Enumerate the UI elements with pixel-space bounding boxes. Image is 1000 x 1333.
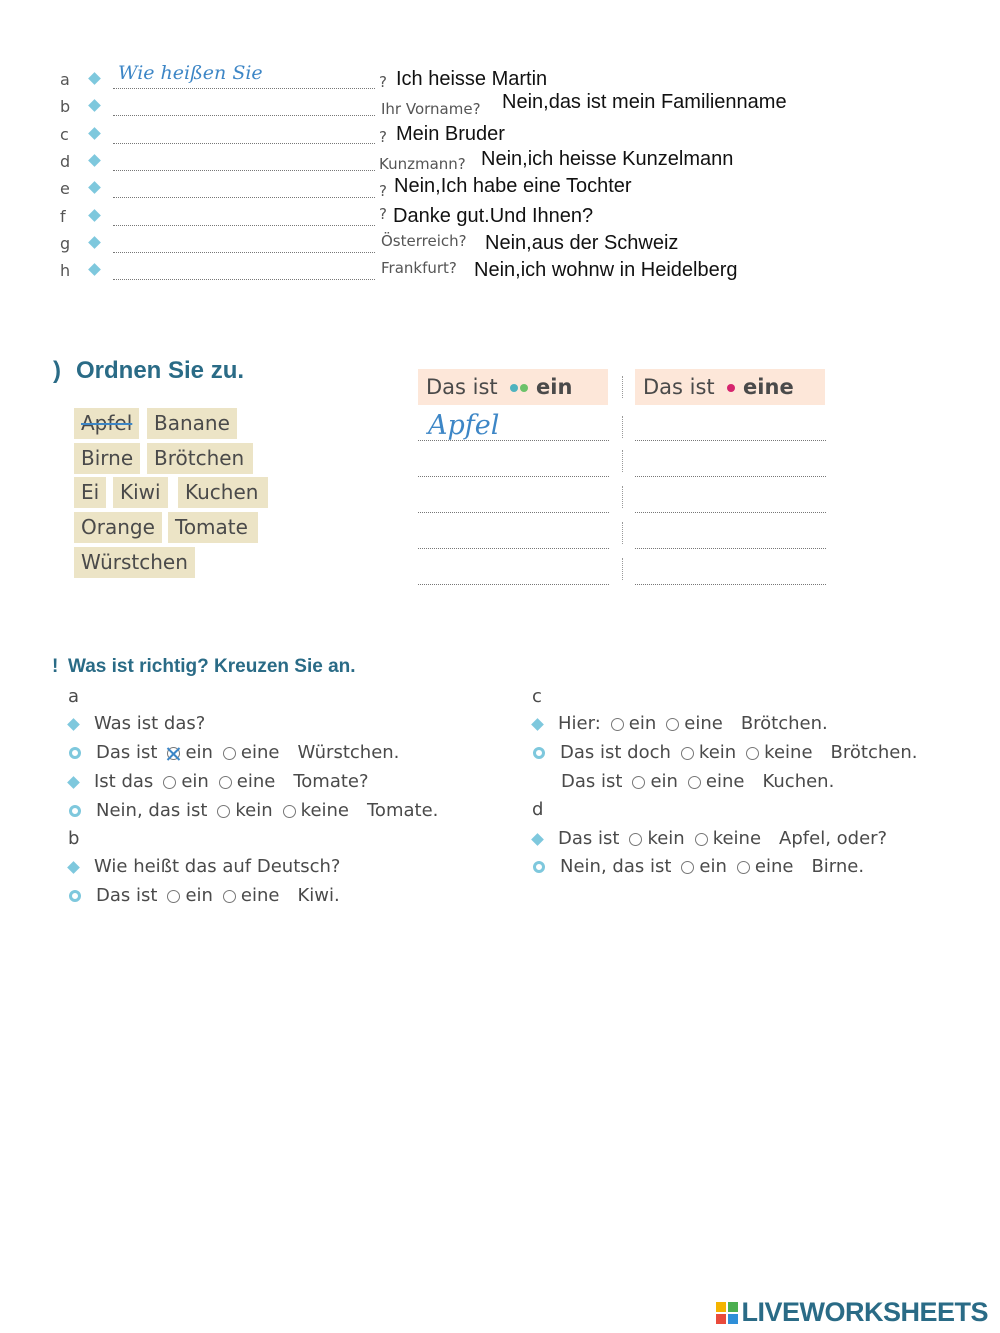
diamond-bullet-icon xyxy=(88,209,101,222)
column-separator xyxy=(622,522,623,544)
question-suffix: ? xyxy=(379,73,387,91)
option-label: kein xyxy=(647,828,685,849)
pink-dot-icon xyxy=(727,384,735,392)
answer-input-line[interactable] xyxy=(113,252,375,253)
teal-dot-icon xyxy=(510,384,518,392)
radio-kein[interactable] xyxy=(629,833,642,846)
word-tile-wuerstchen[interactable]: Würstchen xyxy=(74,547,195,578)
question-row-e xyxy=(60,177,960,204)
radio-kein[interactable] xyxy=(681,747,694,760)
ein-answer-line-3[interactable] xyxy=(418,512,609,513)
radio-eine[interactable] xyxy=(223,747,236,760)
word-tile-tomate[interactable]: Tomate xyxy=(168,512,258,543)
typed-answer: Nein,das ist mein Familienname xyxy=(502,91,787,113)
circle-bullet-icon xyxy=(69,805,81,817)
typed-answer: Nein,Ich habe eine Tochter xyxy=(394,175,632,197)
line-text: Ist das xyxy=(94,771,154,792)
line-text: Das ist xyxy=(96,885,158,906)
line-text: Was ist das? xyxy=(94,713,206,734)
handwritten-answer: Wie heißen Sie xyxy=(118,62,263,84)
option-label: eine xyxy=(705,771,745,792)
ein-answer-line-4[interactable] xyxy=(418,548,609,549)
question-row-d xyxy=(60,150,960,177)
header-article: eine xyxy=(743,375,794,399)
word-tile-kuchen[interactable]: Kuchen xyxy=(178,477,268,508)
answer-input-line[interactable] xyxy=(113,143,375,144)
diamond-bullet-icon xyxy=(67,718,80,731)
question-suffix: Österreich? xyxy=(381,232,467,250)
word-tile-kiwi[interactable]: Kiwi xyxy=(113,477,168,508)
question-row-f xyxy=(60,205,960,232)
noun-text: Würstchen. xyxy=(297,742,400,763)
radio-ein[interactable] xyxy=(611,718,624,731)
typed-answer: Nein,ich wohnw in Heidelberg xyxy=(474,259,738,281)
answer-input-line[interactable] xyxy=(113,115,375,116)
line-text: Nein, das ist xyxy=(560,856,672,877)
eine-answer-line-5[interactable] xyxy=(635,584,826,585)
question-suffix: Kunzmann? xyxy=(379,155,466,173)
radio-ein[interactable] xyxy=(167,890,180,903)
circle-bullet-icon xyxy=(533,861,545,873)
radio-ein[interactable] xyxy=(163,776,176,789)
radio-keine[interactable] xyxy=(283,805,296,818)
line-a4 xyxy=(69,799,438,823)
sub-label-b: b xyxy=(68,828,80,849)
question-row-b xyxy=(60,91,960,122)
line-c1 xyxy=(533,712,828,736)
line-text: Das ist xyxy=(558,828,620,849)
question-row-h xyxy=(60,259,960,286)
exercise-number: ) xyxy=(53,357,61,384)
radio-ein[interactable] xyxy=(632,776,645,789)
typed-answer: Nein,aus der Schweiz xyxy=(485,232,679,254)
diamond-bullet-icon xyxy=(88,181,101,194)
line-text: Wie heißt das auf Deutsch? xyxy=(94,856,341,877)
column-separator xyxy=(622,416,623,438)
radio-kein[interactable] xyxy=(217,805,230,818)
noun-text: Apfel, oder? xyxy=(779,828,888,849)
column-separator xyxy=(622,558,623,580)
option-label: eine xyxy=(240,742,280,763)
option-label: ein xyxy=(628,713,657,734)
word-tile-banane[interactable]: Banane xyxy=(147,408,237,439)
row-letter: f xyxy=(60,207,66,226)
diamond-bullet-icon xyxy=(531,718,544,731)
green-dot-icon xyxy=(520,384,528,392)
line-a2 xyxy=(69,741,399,765)
line-b1 xyxy=(69,855,341,879)
option-label: ein xyxy=(650,771,678,792)
liveworksheets-logo-icon xyxy=(716,1302,738,1324)
sub-label-c: c xyxy=(532,686,542,707)
liveworksheets-logo[interactable] xyxy=(716,1297,988,1327)
ein-answer-line-1[interactable] xyxy=(418,440,609,441)
radio-eine[interactable] xyxy=(223,890,236,903)
ein-answer-line-2[interactable] xyxy=(418,476,609,477)
exercise-title: Ordnen Sie zu. xyxy=(76,357,245,384)
line-c2 xyxy=(533,741,917,765)
line-c3 xyxy=(533,770,834,794)
row-letter: d xyxy=(60,152,71,171)
radio-ein-checked[interactable] xyxy=(167,747,180,760)
line-text: Das ist doch xyxy=(560,742,671,763)
question-suffix: ? xyxy=(379,182,387,200)
option-label: keine xyxy=(300,800,349,821)
line-a3 xyxy=(69,770,369,794)
circle-bullet-icon xyxy=(69,747,81,759)
column-header-ein xyxy=(418,369,608,405)
eine-answer-line-1[interactable] xyxy=(635,440,826,441)
option-label: ein xyxy=(181,771,209,792)
eine-answer-line-3[interactable] xyxy=(635,512,826,513)
line-d2 xyxy=(533,855,864,879)
noun-text: Brötchen. xyxy=(740,713,828,734)
answer-input-line[interactable] xyxy=(113,225,375,226)
sub-label-d: d xyxy=(532,799,544,820)
header-prefix: Das ist xyxy=(426,375,498,399)
question-suffix: Frankfurt? xyxy=(381,259,457,277)
diamond-bullet-icon xyxy=(88,263,101,276)
question-suffix: Ihr Vorname? xyxy=(381,100,481,118)
diamond-bullet-icon xyxy=(531,833,544,846)
ein-answer-line-5[interactable] xyxy=(418,584,609,585)
noun-text: Birne. xyxy=(811,856,865,877)
line-text: Nein, das ist xyxy=(96,800,208,821)
radio-eine[interactable] xyxy=(219,776,232,789)
diamond-bullet-icon xyxy=(88,99,101,112)
line-b2 xyxy=(69,884,340,908)
question-row-g xyxy=(60,232,960,259)
noun-text: Brötchen. xyxy=(830,742,918,763)
column-header-eine xyxy=(635,369,825,405)
header-prefix: Das ist xyxy=(643,375,715,399)
word-tile-broetchen[interactable]: Brötchen xyxy=(147,443,253,474)
noun-text: Kuchen. xyxy=(762,771,835,792)
radio-eine[interactable] xyxy=(666,718,679,731)
row-letter: e xyxy=(60,179,70,198)
option-label: eine xyxy=(754,856,794,877)
line-text: Das ist xyxy=(561,771,623,792)
radio-keine[interactable] xyxy=(695,833,708,846)
exercise-number: ! xyxy=(52,656,59,677)
logo-text: LIVEWORKSHEETS xyxy=(741,1297,988,1327)
option-label: kein xyxy=(698,742,737,763)
radio-eine[interactable] xyxy=(688,776,701,789)
row-letter: h xyxy=(60,261,71,280)
line-a1 xyxy=(69,712,205,736)
question-suffix: ? xyxy=(379,128,387,146)
typed-answer: Nein,ich heisse Kunzelmann xyxy=(481,148,734,170)
typed-answer: Danke gut.Und Ihnen? xyxy=(393,205,594,227)
question-suffix: ? xyxy=(379,205,387,223)
circle-bullet-icon xyxy=(69,890,81,902)
typed-answer: Mein Bruder xyxy=(396,123,505,145)
answer-input-line[interactable] xyxy=(113,88,375,89)
handwritten-answer: Apfel xyxy=(428,410,500,441)
sub-label-a: a xyxy=(68,686,80,707)
radio-keine[interactable] xyxy=(746,747,759,760)
line-d1 xyxy=(533,827,887,851)
exercise-title: Was ist richtig? Kreuzen Sie an. xyxy=(68,656,356,677)
eine-answer-line-4[interactable] xyxy=(635,548,826,549)
column-separator xyxy=(622,486,623,508)
column-separator xyxy=(622,376,623,398)
option-label: kein xyxy=(235,800,273,821)
answer-input-line[interactable] xyxy=(113,197,375,198)
word-tile-orange[interactable]: Orange xyxy=(74,512,162,543)
row-letter: c xyxy=(60,125,69,144)
radio-ein[interactable] xyxy=(681,861,694,874)
header-article: ein xyxy=(536,375,573,399)
row-letter: b xyxy=(60,97,71,116)
option-label: keine xyxy=(764,742,813,763)
line-text: Hier: xyxy=(558,713,601,734)
typed-answer: Ich heisse Martin xyxy=(396,68,548,90)
line-text: Das ist xyxy=(96,742,158,763)
row-letter: a xyxy=(60,70,70,89)
noun-text: Tomate? xyxy=(293,771,369,792)
option-label: eine xyxy=(236,771,276,792)
word-tile-ei[interactable]: Ei xyxy=(74,477,106,508)
diamond-bullet-icon xyxy=(67,861,80,874)
word-tile-apfel[interactable]: Apfel xyxy=(74,408,139,439)
answer-input-line[interactable] xyxy=(113,279,375,280)
circle-bullet-icon xyxy=(533,747,545,759)
word-tile-birne[interactable]: Birne xyxy=(74,443,140,474)
option-label: ein xyxy=(185,742,213,763)
option-label: ein xyxy=(699,856,727,877)
noun-text: Tomate. xyxy=(367,800,439,821)
diamond-bullet-icon xyxy=(67,776,80,789)
question-row-c xyxy=(60,123,960,150)
option-label: keine xyxy=(712,828,762,849)
option-label: ein xyxy=(185,885,213,906)
column-separator xyxy=(622,450,623,472)
diamond-bullet-icon xyxy=(88,236,101,249)
option-label: eine xyxy=(684,713,723,734)
answer-input-line[interactable] xyxy=(113,170,375,171)
row-letter: g xyxy=(60,234,71,253)
diamond-bullet-icon xyxy=(88,154,101,167)
diamond-bullet-icon xyxy=(88,127,101,140)
diamond-bullet-icon xyxy=(88,72,101,85)
noun-text: Kiwi. xyxy=(297,885,340,906)
eine-answer-line-2[interactable] xyxy=(635,476,826,477)
option-label: eine xyxy=(240,885,280,906)
radio-eine[interactable] xyxy=(737,861,750,874)
